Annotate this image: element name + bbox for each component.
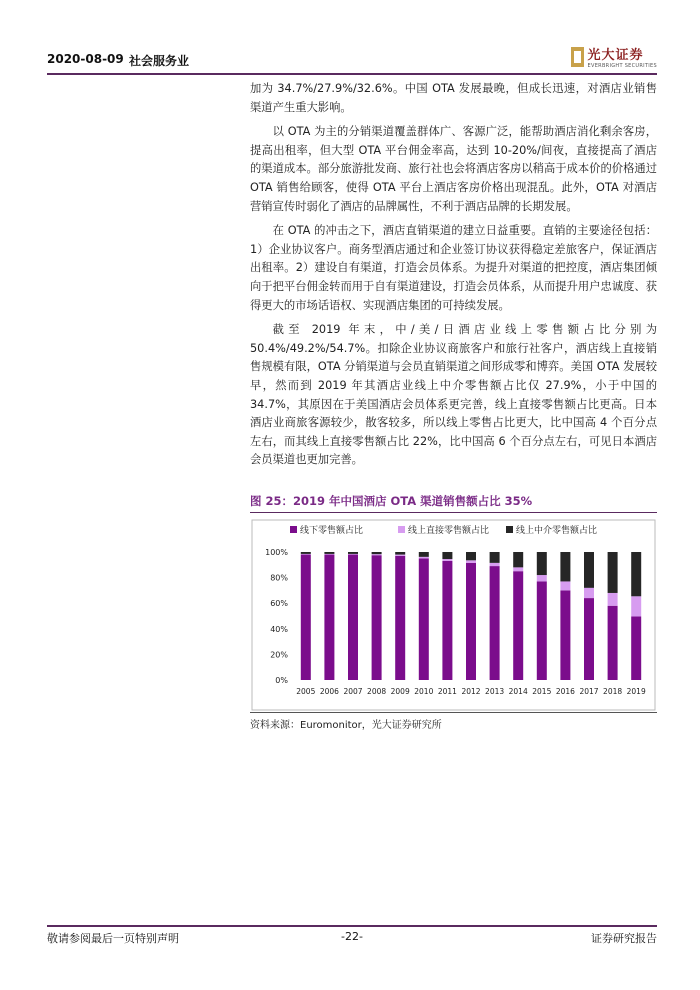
- logo-name-en: EVERBRIGHT SECURITIES: [587, 63, 657, 69]
- report-type: 证券研究报告: [591, 932, 657, 945]
- bar-segment: [466, 560, 476, 563]
- x-tick-label: 2016: [555, 687, 575, 696]
- bar-segment: [395, 552, 405, 555]
- y-tick-label: 40%: [270, 624, 288, 634]
- legend-swatch: [398, 526, 405, 533]
- logo-name-cn: 光大证券: [587, 48, 644, 63]
- bar-segment: [608, 593, 618, 606]
- bar-segment: [560, 581, 570, 590]
- company-logo: [571, 44, 657, 69]
- bar-segment: [560, 552, 570, 581]
- bar-segment: [442, 559, 452, 561]
- x-tick-label: 2013: [485, 687, 505, 696]
- bar-segment: [490, 566, 500, 680]
- bar-segment: [631, 596, 641, 616]
- legend-swatch: [506, 526, 513, 533]
- disclaimer-note: 敬请参阅最后一页特别声明: [47, 932, 179, 945]
- bar-segment: [301, 552, 311, 554]
- x-tick-label: 2010: [414, 687, 434, 696]
- bar-segment: [324, 552, 334, 554]
- bar-segment: [419, 552, 429, 557]
- logo-mark-icon: [571, 47, 584, 67]
- source-divider: [250, 712, 657, 713]
- figure-title: 图 25：2019 年中国酒店 OTA 渠道销售额占比 35%: [250, 494, 533, 508]
- bar-segment: [419, 558, 429, 680]
- bar-segment: [419, 557, 429, 559]
- bar-segment: [608, 552, 618, 593]
- report-date: 2020-08-09: [47, 52, 124, 66]
- x-tick-label: 2008: [367, 687, 387, 696]
- bar-segment: [442, 552, 452, 559]
- bar-segment: [584, 588, 594, 598]
- footer-divider: [47, 925, 657, 927]
- bar-segment: [348, 554, 358, 555]
- chart-frame: [252, 520, 655, 710]
- y-tick-label: 0%: [275, 676, 288, 685]
- x-tick-label: 2017: [579, 687, 599, 696]
- bar-segment: [372, 555, 382, 680]
- page-number: -22-: [341, 930, 363, 943]
- bar-segment: [348, 555, 358, 680]
- bar-segment: [372, 554, 382, 555]
- bar-segment: [395, 555, 405, 556]
- paragraph: 以 OTA 为主的分销渠道覆盖群体广、客源广泛，能帮助酒店消化剩余客房，提高出租率，但大型 OTA 平台佣金率高，达到 10-20%/间夜，直接提高了酒店的渠道成本。部分旅游批发商、旅行社也会将酒店客房以稍高于成本价的价格通过 OTA 销售给顾客，使得 OTA 平台上酒店客房价格出现混乱。此外，OTA 对酒店营销宣传时弱化了酒店的品牌属性，不利于酒店品牌的长期发展。: [250, 125, 657, 213]
- bar-segment: [442, 561, 452, 680]
- x-tick-label: 2011: [437, 687, 457, 696]
- bar-segment: [631, 617, 641, 680]
- x-tick-label: 2012: [461, 687, 481, 696]
- figure-divider: [250, 512, 657, 513]
- x-tick-label: 2007: [343, 687, 363, 696]
- header-divider: [47, 73, 657, 75]
- y-tick-label: 100%: [265, 548, 288, 557]
- legend-label: 线下零售额占比: [300, 526, 364, 536]
- paragraph: 截至 2019 年末，中/美/日酒店业线上零售额占比分别为 50.4%/49.2%/54.7%。扣除企业协议商旅客户和旅行社客户，酒店线上直接销售规模有限，OTA 分销渠道与会员直销渠道之间形成零和博弈。美国 OTA 发展较早，然而到 2019 年其酒店业线上中介零售额占比仅 27.9%，小于中国的 34.7%，其原因在于美国酒店会员体系更完善，线上直接零售额占比更高。日本酒店业商旅客源较少，散客较多，所以线上零售占比更大，比中国高 4 个百分点左右，而其线上直接零售额占比 22%，比中国高 6 个百分点左右，可见日本酒店会员渠道也更加完善。: [250, 323, 657, 467]
- bar-segment: [466, 552, 476, 560]
- bar-segment: [537, 575, 547, 581]
- x-tick-label: 2009: [390, 687, 410, 696]
- bar-segment: [584, 552, 594, 588]
- x-tick-label: 2019: [626, 687, 646, 696]
- bar-segment: [372, 552, 382, 554]
- page-header: [47, 50, 657, 72]
- body-text: [250, 80, 657, 476]
- legend-swatch: [290, 526, 297, 533]
- bar-segment: [324, 554, 334, 555]
- bar-segment: [537, 552, 547, 575]
- x-tick-label: 2015: [532, 687, 552, 696]
- bar-segment: [584, 598, 594, 680]
- legend-label: 线上中介零售额占比: [516, 526, 598, 536]
- stacked-bar-chart: [250, 518, 657, 713]
- bar-segment: [301, 555, 311, 680]
- bar-segment: [490, 552, 500, 563]
- bar-segment: [608, 606, 618, 680]
- bar-segment: [301, 554, 311, 555]
- y-tick-label: 60%: [270, 599, 288, 609]
- x-tick-label: 2005: [296, 687, 316, 696]
- bar-segment: [537, 581, 547, 680]
- x-tick-label: 2006: [319, 687, 339, 696]
- bar-segment: [513, 567, 523, 571]
- paragraph: 加为 34.7%/27.9%/32.6%。中国 OTA 发展最晚，但成长迅速，对酒店业销售渠道产生重大影响。: [250, 82, 657, 114]
- bar-segment: [631, 552, 641, 596]
- bar-segment: [324, 555, 334, 680]
- legend-label: 线上直接零售额占比: [408, 526, 490, 536]
- bar-segment: [348, 552, 358, 554]
- x-tick-label: 2018: [603, 687, 623, 696]
- report-sector: 社会服务业: [129, 54, 190, 68]
- figure-source: 资料来源：Euromonitor，光大证券研究所: [250, 720, 442, 731]
- y-tick-label: 80%: [270, 573, 288, 583]
- x-tick-label: 2014: [508, 687, 528, 696]
- y-tick-label: 20%: [270, 650, 288, 660]
- paragraph: 在 OTA 的冲击之下，酒店直销渠道的建立日益重要。直销的主要途径包括：1）企业协议客户。商务型酒店通过和企业签订协议获得稳定差旅客户，保证酒店出租率。2）建设自有渠道，打造会员体系。为提升对渠道的把控度，酒店集团倾向于把平台佣金转而用于自有渠道建设，打造会员体系，从而提升用户忠诚度、获得更大的市场话语权、实现酒店集团的可持续发展。: [250, 224, 657, 312]
- bar-segment: [513, 552, 523, 567]
- bar-segment: [466, 563, 476, 680]
- bar-segment: [560, 590, 570, 680]
- bar-segment: [490, 563, 500, 566]
- bar-segment: [513, 571, 523, 680]
- bar-segment: [395, 556, 405, 680]
